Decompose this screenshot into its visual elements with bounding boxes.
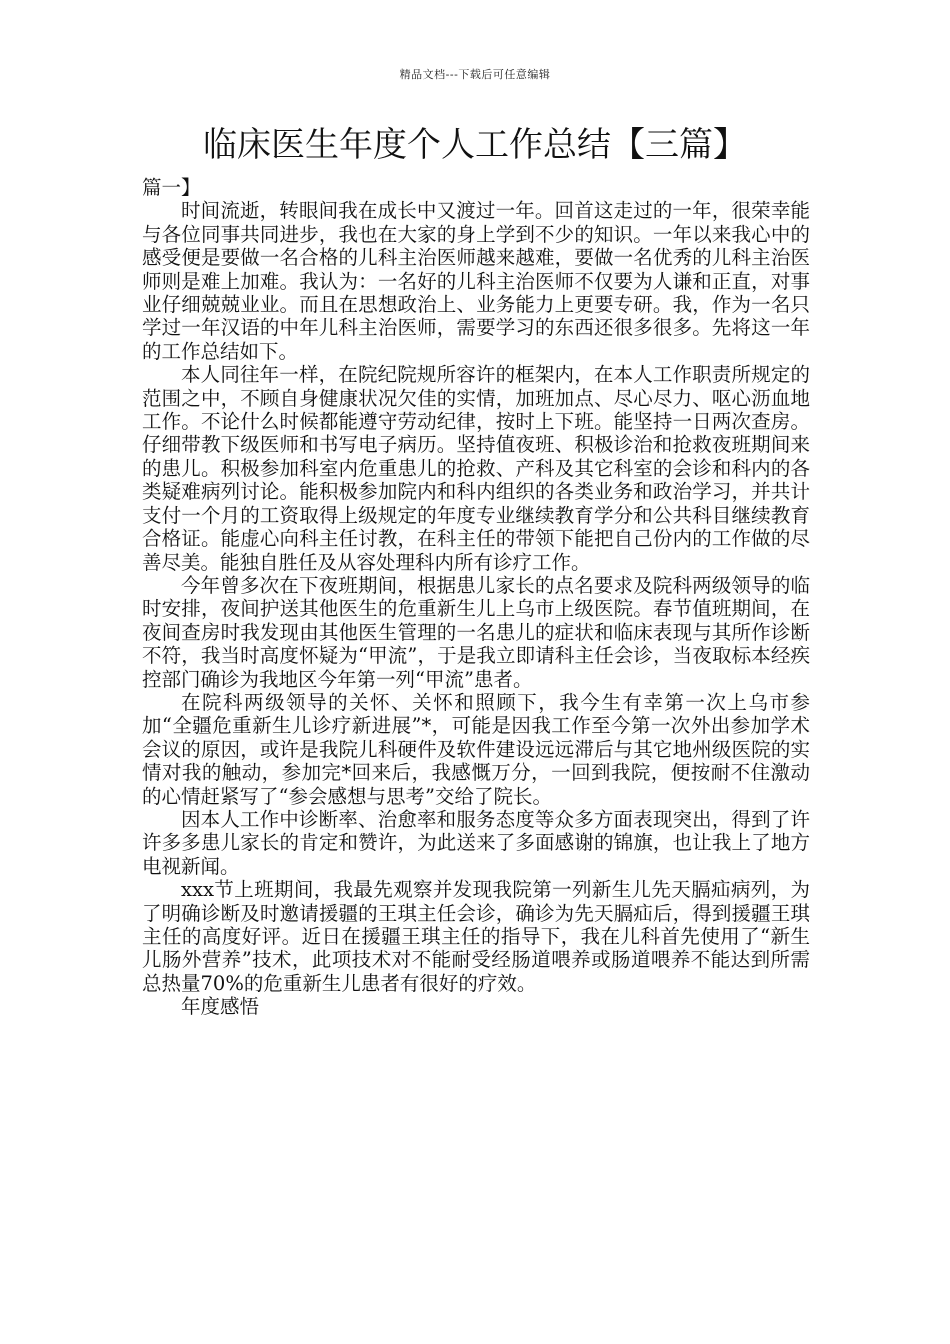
section-label: 篇一】 (142, 176, 201, 199)
paragraph-2: 本人同往年一样，在院纪院规所容许的框架内，在本人工作职责所规定的范围之中，不顾自身健康状况欠佳的实情，加班加点、尽心尽力、呕心沥血地工作。不论什么时候都能遵守劳动纪律，按时上下班。能坚持一日两次查房。仔细带教下级医师和书写电子病历。坚持值夜班、积极诊治和抢救夜班期间来的患儿。积极参加科室内危重患儿的抢救、产科及其它科室的会诊和科内的各类疑难病列讨论。能积极参加院内和科内组织的各类业务和政治学习，并共计支付一个月的工资取得上级规定的年度专业继续教育学分和公共科目继续教育合格证。能虚心向科主任讨教，在科主任的带领下能把自己份内的工作做的尽善尽美。能独自胜任及从容处理科内所有诊疗工作。 (142, 363, 810, 574)
paragraph-3: 今年曾多次在下夜班期间，根据患儿家长的点名要求及院科两级领导的临时安排，夜间护送其他医生的危重新生儿上乌市上级医院。春节值班期间，在夜间查房时我发现由其他医生管理的一名患儿的症状和临床表现与其所作诊断不符，我当时高度怀疑为“甲流”，于是我立即请科主任会诊，当夜取标本经疾控部门确诊为我地区今年第一列“甲流”患者。 (142, 573, 810, 691)
document-body (142, 176, 810, 1019)
paragraph-4: 在院科两级领导的关怀、关怀和照顾下，我今生有幸第一次上乌市参加“全疆危重新生儿诊疗新进展”*，可能是因我工作至今第一次外出参加学术会议的原因，或许是我院儿科硬件及软件建设远远滞后与其它地州级医院的实情对我的触动，参加完*回来后，我感慨万分，一回到我院，便按耐不住激动的心情赶紧写了“参会感想与思考”交给了院长。 (142, 690, 810, 808)
paragraph-7-heading: 年度感悟 (181, 995, 260, 1019)
document-title: 临床医生年度个人工作总结【三篇】 (203, 125, 747, 165)
paragraph-1: 时间流逝，转眼间我在成长中又渡过一年。回首这走过的一年，很荣幸能与各位同事共同进步，我也在大家的身上学到不少的知识。一年以来我心中的感受便是要做一名合格的儿科主治医师越来越难，要做一名优秀的儿科主治医师则是难上加难。我认为：一名好的儿科主治医师不仅要为人谦和正直，对事业仔细兢兢业业。而且在思想政治上、业务能力上更要专研。我，作为一名只学过一年汉语的中年儿科主治医师，需要学习的东西还很多很多。先将这一年的工作总结如下。 (142, 199, 810, 363)
header-note: 精品文档---下载后可任意编辑 (399, 68, 551, 81)
paragraph-5: 因本人工作中诊断率、治愈率和服务态度等众多方面表现突出，得到了许许多多患儿家长的肯定和赞许，为此送来了多面感谢的锦旗，也让我上了地方电视新闻。 (142, 807, 810, 878)
paragraph-6: xxx节上班期间，我最先观察并发现我院第一列新生儿先天膈疝病列，为了明确诊断及时邀请援疆的王琪主任会诊，确诊为先天膈疝后，得到援疆王琪主任的高度好评。近日在援疆王琪主任的指导下，我在儿科首先使用了“新生儿肠外营养”技术，此项技术对不能耐受经肠道喂养或肠道喂养不能达到所需总热量70%的危重新生儿患者有很好的疗效。 (142, 878, 810, 995)
